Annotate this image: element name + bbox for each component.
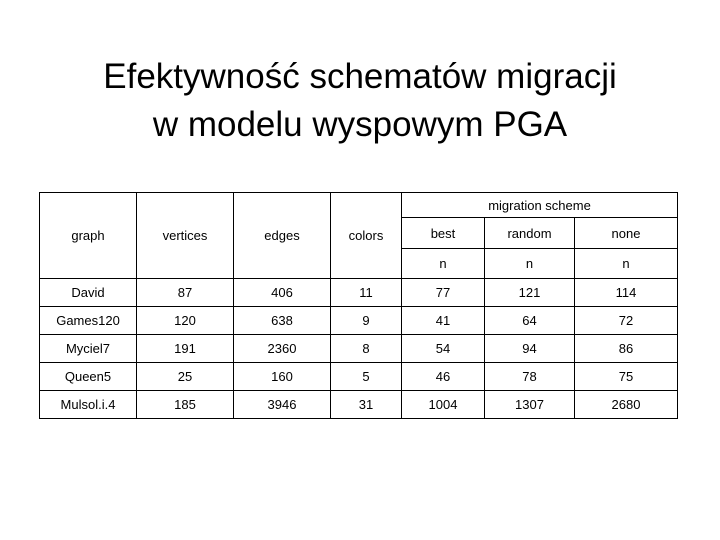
table-row [40,391,678,419]
cell-random: 121 [485,279,575,307]
table-row [40,279,678,307]
cell-best: 77 [402,279,485,307]
cell-vertices: 191 [137,335,234,363]
col-header-graph: graph [40,193,137,279]
header-row-group [40,193,678,218]
col-header-migration-scheme: migration scheme [402,193,678,218]
table-row [40,307,678,335]
cell-none: 72 [575,307,678,335]
unit-random: n [485,249,575,279]
cell-random: 94 [485,335,575,363]
cell-graph: Games120 [40,307,137,335]
cell-random: 78 [485,363,575,391]
cell-graph: Queen5 [40,363,137,391]
cell-random: 1307 [485,391,575,419]
col-header-colors: colors [331,193,402,279]
cell-none: 114 [575,279,678,307]
cell-edges: 2360 [234,335,331,363]
cell-random: 64 [485,307,575,335]
cell-vertices: 25 [137,363,234,391]
cell-best: 1004 [402,391,485,419]
cell-best: 46 [402,363,485,391]
cell-graph: Myciel7 [40,335,137,363]
unit-none: n [575,249,678,279]
table-row [40,363,678,391]
col-header-random: random [485,218,575,249]
cell-none: 75 [575,363,678,391]
cell-best: 54 [402,335,485,363]
cell-best: 41 [402,307,485,335]
col-header-edges: edges [234,193,331,279]
cell-colors: 31 [331,391,402,419]
col-header-best: best [402,218,485,249]
unit-best: n [402,249,485,279]
cell-edges: 406 [234,279,331,307]
col-header-vertices: vertices [137,193,234,279]
cell-edges: 638 [234,307,331,335]
results-table [39,192,678,419]
cell-colors: 5 [331,363,402,391]
cell-edges: 160 [234,363,331,391]
table-row [40,335,678,363]
cell-vertices: 185 [137,391,234,419]
cell-graph: Mulsol.i.4 [40,391,137,419]
cell-edges: 3946 [234,391,331,419]
cell-colors: 8 [331,335,402,363]
cell-colors: 11 [331,279,402,307]
cell-colors: 9 [331,307,402,335]
cell-vertices: 120 [137,307,234,335]
col-header-none: none [575,218,678,249]
cell-none: 2680 [575,391,678,419]
title-line-2: w modelu wyspowym PGA [152,105,568,145]
cell-vertices: 87 [137,279,234,307]
cell-none: 86 [575,335,678,363]
cell-graph: David [40,279,137,307]
title-line-1: Efektywność schematów migracji [103,57,617,97]
slide-title [0,53,720,149]
